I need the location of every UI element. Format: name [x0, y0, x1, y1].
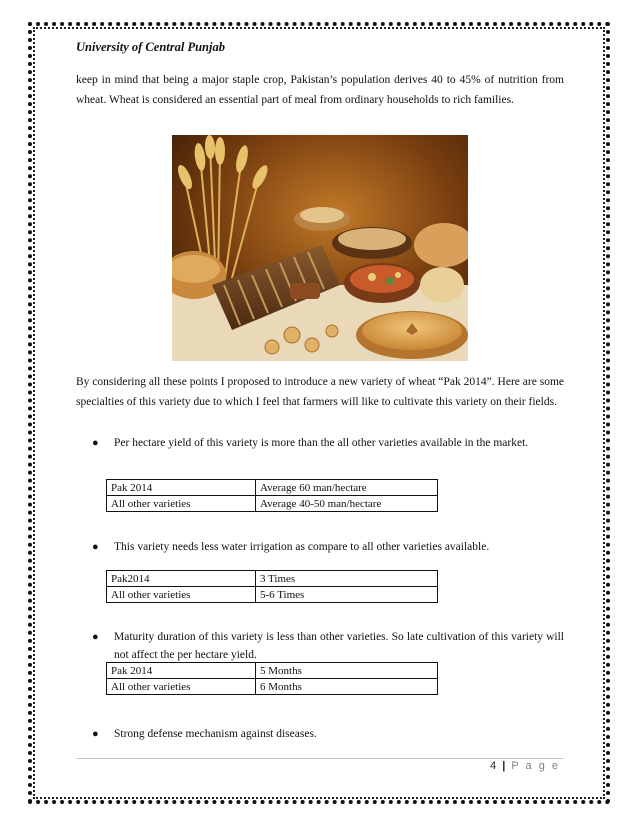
bullet-text: Per hectare yield of this variety is more than the all other varieties available in the market.: [114, 437, 529, 449]
page-footer: [490, 760, 560, 772]
table-cell: Average 40-50 man/hectare: [256, 496, 438, 512]
table-cell: 6 Months: [256, 679, 438, 695]
maturity-comparison-table: [106, 662, 438, 695]
table-row: [107, 587, 438, 603]
bullet-text: This variety needs less water irrigation as compare to all other varieties available.: [114, 541, 490, 553]
proposal-paragraph: By considering all these points I proposed to introduce a new variety of wheat “Pak 2014”. Here are some specialties of this variety due to which I feel that farmers will like to cultivate this variety on their fields.: [76, 376, 564, 408]
bullet-text: Strong defense mechanism against diseases.: [114, 728, 317, 740]
table-row: [107, 663, 438, 679]
table-cell: 5 Months: [256, 663, 438, 679]
bullet-dot-icon: ●: [92, 631, 99, 643]
table-row: [107, 679, 438, 695]
table-cell: All other varieties: [107, 496, 256, 512]
footer-separator: |: [502, 760, 506, 772]
table-cell: Pak 2014: [107, 480, 256, 496]
footer-divider: [76, 758, 564, 759]
table-cell: All other varieties: [107, 587, 256, 603]
table-row: [107, 480, 438, 496]
table-cell: Average 60 man/hectare: [256, 480, 438, 496]
table-cell: Pak 2014: [107, 663, 256, 679]
page-number: 4: [490, 760, 497, 772]
bullet-dot-icon: ●: [92, 437, 99, 449]
table-cell: 3 Times: [256, 571, 438, 587]
yield-comparison-table: [106, 479, 438, 512]
table-cell: Pak2014: [107, 571, 256, 587]
table-cell: 5-6 Times: [256, 587, 438, 603]
page-label: P a g e: [511, 760, 560, 772]
table-row: [107, 496, 438, 512]
table-cell: All other varieties: [107, 679, 256, 695]
wheat-bread-photo: [172, 135, 468, 361]
table-row: [107, 571, 438, 587]
intro-paragraph: keep in mind that being a major staple crop, Pakistan’s population derives 40 to 45% of nutrition from wheat. Wheat is considered an essential part of meal from ordinary households to rich families.: [76, 74, 564, 106]
bullet-dot-icon: ●: [92, 728, 99, 740]
bullet-text: Maturity duration of this variety is less than other varieties. So late cultivation of this variety will not affect the per hectare yield.: [114, 631, 564, 661]
bullet-dot-icon: ●: [92, 541, 99, 553]
page-header: University of Central Punjab: [76, 40, 225, 54]
irrigation-comparison-table: [106, 570, 438, 603]
